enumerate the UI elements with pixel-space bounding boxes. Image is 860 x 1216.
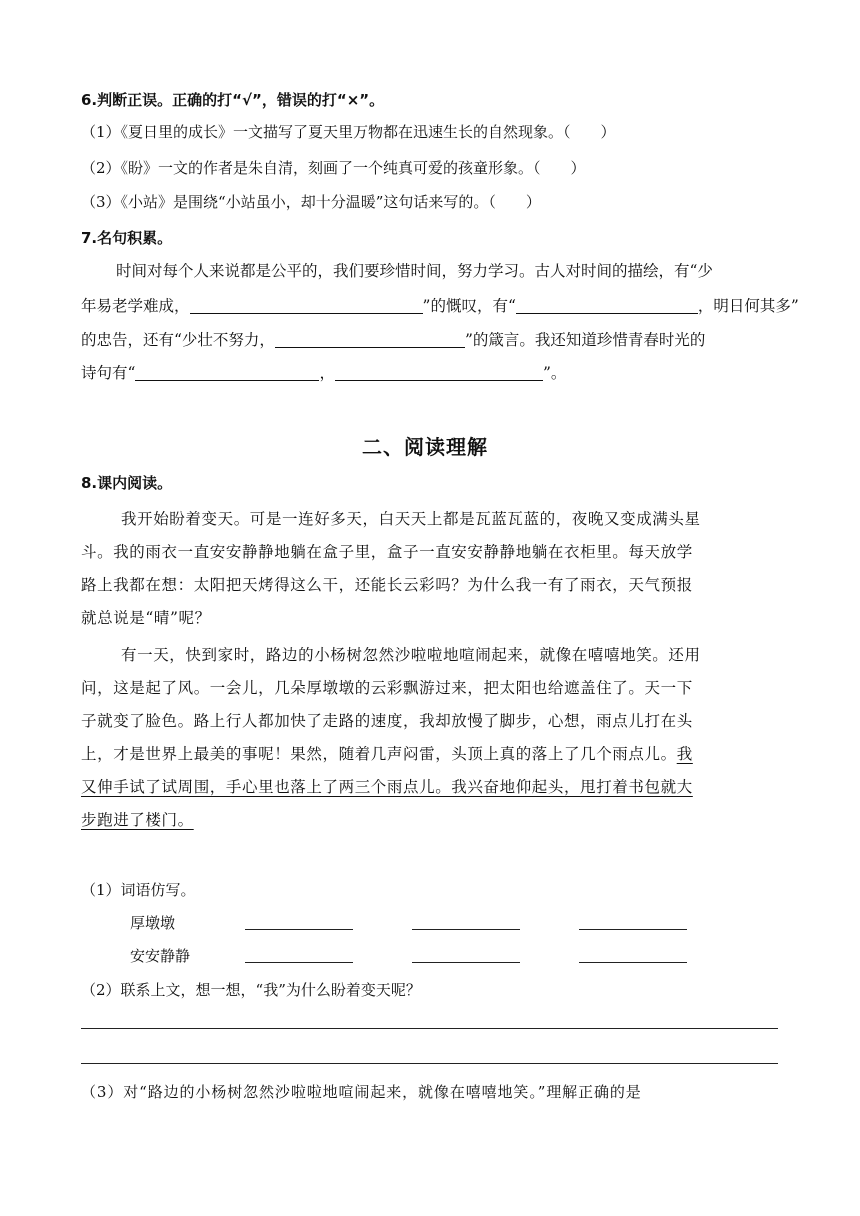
q7-text: 的忠告，还有“少壮不努力， (81, 331, 275, 349)
answer-line[interactable] (245, 962, 353, 963)
q7-text: ，明日何其多” (697, 297, 799, 315)
sub3-title: （3）对“路边的小杨树忽然沙啦啦地喧闹起来，就像在嘻嘻地笑。”理解正确的是 (81, 1083, 642, 1101)
q7-text: ”的慨叹，有“ (422, 297, 516, 315)
passage-line: 就总说是“晴”呢？ (81, 609, 211, 627)
q7-line-3 (81, 328, 705, 350)
answer-line[interactable] (81, 1063, 778, 1064)
passage-line: 问，这是起了风。一会儿，几朵厚墩墩的云彩飘游过来，把太阳也给遮盖住了。天一下 (81, 679, 693, 697)
q7-line-4 (81, 361, 566, 383)
passage-line: 我开始盼着变天。可是一连好多天，白天天上都是瓦蓝瓦蓝的，夜晚又变成满头星 (121, 510, 701, 528)
sub2-title: （2）联系上文，想一想，“我”为什么盼着变天呢？ (81, 981, 421, 999)
underlined-sentence: 我 (676, 745, 693, 763)
answer-line[interactable] (579, 962, 687, 963)
q7-text: ， (319, 364, 335, 382)
answer-blank-2[interactable] (516, 297, 698, 314)
sample-word-1: 厚墩墩 (130, 914, 176, 932)
passage-line: 有一天，快到家时，路边的小杨树忽然沙啦啦地喧闹起来，就像在嘻嘻地笑。还用 (121, 646, 701, 664)
underlined-sentence: 步跑进了楼门。 (81, 811, 194, 829)
passage-line: 路上我都在想：太阳把天烤得这么干，还能长云彩吗？为什么我一有了雨衣，天气预报 (81, 576, 693, 594)
answer-line[interactable] (245, 929, 353, 930)
passage-line: 斗。我的雨衣一直安安静静地躺在盒子里，盒子一直安安静静地躺在衣柜里。每天放学 (81, 543, 693, 561)
q7-line-1: 时间对每个人来说都是公平的，我们要珍惜时间，努力学习。古人对时间的描绘，有“少 (116, 262, 713, 280)
answer-blank-5[interactable] (335, 364, 543, 381)
q7-text: 诗句有“ (81, 364, 136, 382)
answer-blank-1[interactable] (190, 297, 423, 314)
q7-title: 7.名句积累。 (81, 229, 173, 247)
q8-title: 8.课内阅读。 (81, 474, 173, 492)
q6-title: 6.判断正误。正确的打“√”，错误的打“×”。 (81, 91, 385, 109)
answer-line[interactable] (412, 962, 520, 963)
passage-line: 子就变了脸色。路上行人都加快了走路的速度，我却放慢了脚步，心想，雨点儿打在头 (81, 712, 693, 730)
q7-text: ”的箴言。我还知道珍惜青春时光的 (464, 331, 706, 349)
q7-line-2 (81, 294, 799, 316)
sub1-title: （1）词语仿写。 (81, 881, 196, 899)
underlined-sentence: 又伸手试了试周围，手心里也落上了两三个雨点儿。我兴奋地仰起头，甩打着书包就大 (81, 778, 693, 796)
q7-text: 年易老学难成， (81, 297, 190, 315)
q7-text: ”。 (542, 364, 567, 382)
answer-line[interactable] (81, 1028, 778, 1029)
passage-line (81, 742, 693, 764)
section-title: 二、阅读理解 (362, 435, 488, 459)
answer-line[interactable] (412, 929, 520, 930)
q6-item-3: （3）《小站》是围绕“小站虽小，却十分温暖”这句话来写的。（ ） (81, 193, 541, 211)
answer-line[interactable] (579, 929, 687, 930)
q6-item-2: （2）《盼》一文的作者是朱自清，刻画了一个纯真可爱的孩童形象。（ ） (81, 159, 586, 177)
q6-item-1: （1）《夏日里的成长》一文描写了夏天里万物都在迅速生长的自然现象。（ ） (81, 123, 616, 141)
answer-blank-3[interactable] (275, 331, 465, 348)
answer-blank-4[interactable] (135, 364, 319, 381)
passage-text: 上，才是世界上最美的事呢！果然，随着几声闷雷，头顶上真的落上了几个雨点儿。 (81, 745, 677, 763)
sample-word-2: 安安静静 (130, 947, 191, 965)
